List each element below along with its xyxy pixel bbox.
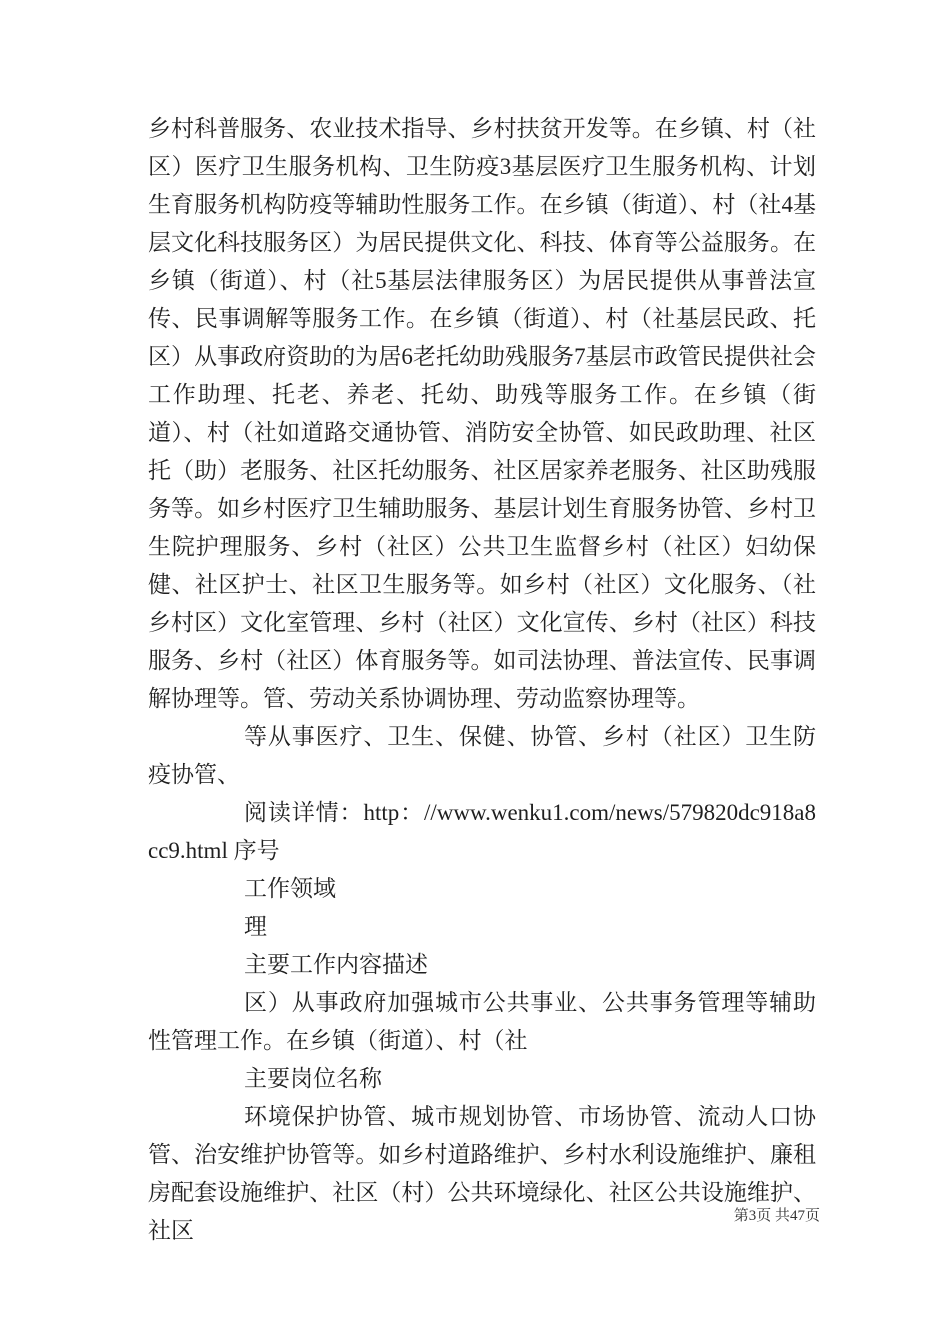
page-number-label: 第3页 共47页 <box>733 1208 820 1224</box>
paragraph-7: 区）从事政府加强城市公共事业、公共事务管理等辅助性管理工作。在乡镇（街道）、村（社 <box>148 990 816 1053</box>
document-body <box>148 110 816 1250</box>
paragraph-1: 乡村科普服务、农业技术指导、乡村扶贫开发等。在乡镇、村（社区）医疗卫生服务机构、卫生防疫3基层医疗卫生服务机构、计划生育服务机构防疫等辅助性服务工作。在乡镇（街道）、村（社4基层文化科技服务区）为居民提供文化、科技、体育等公益服务。在乡镇（街道）、村（社5基层法律服务区）为居民提供从事普法宣传、民事调解等服务工作。在乡镇（街道）、村（社基层民政、托区）从事政府资助的为居6老托幼助残服务7基层市政管民提供社会工作助理、托老、养老、托幼、助残等服务工作。在乡镇（街道）、村（社如道路交通协管、消防安全协管、如民政助理、社区托（助）老服务、社区托幼服务、社区居家养老服务、社区助残服务等。如乡村医疗卫生辅助服务、基层计划生育服务协管、乡村卫生院护理服务、乡村（社区）公共卫生监督乡村（社区）妇幼保健、社区护士、社区卫生服务等。如乡村（社区）文化服务、（社乡村区）文化室管理、乡村（社区）文化宣传、乡村（社区）科技服务、乡村（社区）体育服务等。如司法协理、普法宣传、民事调解协理等。管、劳动关系协调协理、劳动监察协理等。 <box>148 116 816 711</box>
paragraph-5: 理 <box>244 914 267 939</box>
paragraph-4: 工作领域 <box>244 876 336 901</box>
paragraph-3-url-line: 阅读详情：http：//www.wenku1.com/news/579820dc918a8cc9.html 序号 <box>148 800 816 863</box>
paragraph-6: 主要工作内容描述 <box>244 952 428 977</box>
paragraph-8: 主要岗位名称 <box>244 1066 382 1091</box>
page-footer <box>734 1206 820 1226</box>
paragraph-2: 等从事医疗、卫生、保健、协管、乡村（社区）卫生防疫协管、 <box>148 724 816 787</box>
paragraph-9: 环境保护协管、城市规划协管、市场协管、流动人口协管、治安维护协管等。如乡村道路维护、乡村水利设施维护、廉租房配套设施维护、社区（村）公共环境绿化、社区公共设施维护、社区 <box>148 1104 816 1243</box>
